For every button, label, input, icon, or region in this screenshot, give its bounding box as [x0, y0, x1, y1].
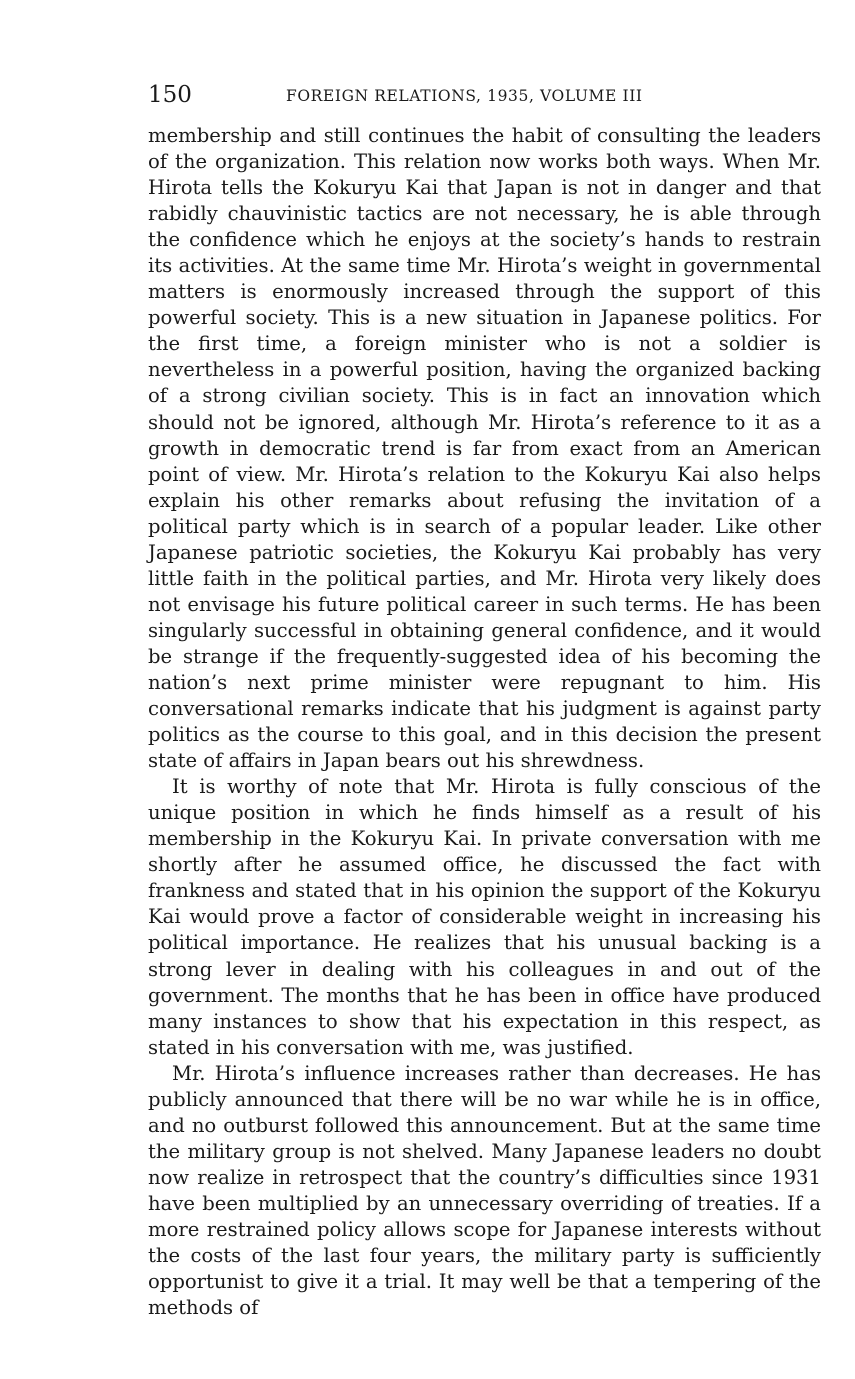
paragraph-hirota-influence: Mr. Hirota’s influence increases rather than decreases. He has publicly announced that there will be no war while he is in office, and no outburst followed this announcement. But at the same time the military group is not shelved. Many Japanese leaders no doubt now realize in retrospect that the country’s difficulties since 1931 have been multiplied by an unnecessary overriding of treaties. If a more restrained policy allows scope for Japanese interests without the costs of the last four years, the military party is sufficiently opportunist to give it a trial. It may well be that a tempering of the methods of	[148, 1061, 821, 1320]
paragraph-hirota-kokuryu-kai: It is worthy of note that Mr. Hirota is fully conscious of the unique position in which he finds himself as a result of his membership in the Kokuryu Kai. In private conversation with me shortly after he assumed office, he discussed the fact with frankness and stated that in his opinion the support of the Kokuryu Kai would prove a factor of considerable weight in increasing his political importance. He realizes that his unusual backing is a strong lever in dealing with his colleagues in and out of the government. The months that he has been in office have produced many instances to show that his expectation in this respect, as stated in his conversation with me, was justified.	[148, 775, 821, 1059]
running-head: FOREIGN RELATIONS, 1935, VOLUME III	[286, 87, 643, 105]
page-number: 150	[148, 82, 192, 108]
page-header	[148, 80, 821, 112]
paragraph-continued: membership and still continues the habit of consulting the leaders of the organization. This relation now works both ways. When Mr. Hirota tells the Kokuryu Kai that Japan is not in danger and that rabidly chauvinistic tactics are not necessary, he is able through the confidence which he enjoys at the society’s hands to restrain its activities. At the same time Mr. Hirota’s weight in governmental matters is enormously increased through the support of this powerful society. This is a new situation in Japanese politics. For the first time, a foreign minister who is not a soldier is nevertheless in a powerful position, having the organized backing of a strong civilian society. This is in fact an innovation which should not be ignored, although Mr. Hirota’s reference to it as a growth in democratic trend is far from exact from an American point of view. Mr. Hirota’s relation to the Kokuryu Kai also helps explain his other remarks about refusing the invitation of a political party which is in search of a popular leader. Like other Japanese patriotic societies, the Kokuryu Kai probably has very little faith in the political parties, and Mr. Hirota very likely does not envisage his future political career in such terms. He has been singularly successful in obtaining general confidence, and it would be strange if the frequently-suggested idea of his becoming the nation’s next prime minister were repugnant to him. His conversational remarks indicate that his judgment is against party politics as the course to this goal, and in this decision the present state of affairs in Japan bears out his shrewdness.	[148, 124, 821, 773]
body-text	[148, 123, 821, 1321]
document-page	[148, 80, 821, 1321]
